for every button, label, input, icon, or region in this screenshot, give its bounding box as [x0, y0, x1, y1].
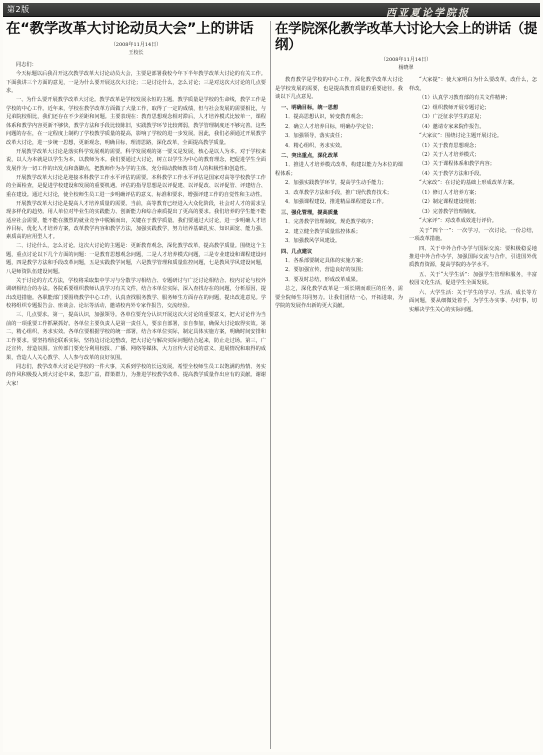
list-item: （1）关于教育思想观念； [419, 142, 480, 149]
right-article-date: （2008年11月14日） [380, 57, 432, 64]
paragraph: 六、大学生活：关于学生的学习、生活、成长等方面问题，要从细微处着手，为学生办实事、办好事，切实解决学生关心的实际问题。 [409, 289, 537, 313]
list-item: （2）组织教师开展专题讨论； [419, 104, 490, 111]
list-item: （2）制定课程建设规划； [419, 199, 480, 206]
paragraph: 关于“四个一”：一次学习，一次讨论，一份总结，一项改革措施。 [409, 227, 537, 243]
paragraph: 四、关于中外合作办学与国际交流：要积极稳妥地推进中外合作办学，加强国际交流与合作，引进国外优质教育资源，提高学院的办学水平。 [409, 245, 537, 269]
list-item: 4．精心组织，务求实效。 [285, 142, 346, 149]
paragraph: 开展教学改革大讨论是落实科学发展观的需要。科学发展观的第一要义是发展，核心是以人为本。对于学校来说，以人为本就是以学生为本，以教师为本。我们要通过大讨论，树立以学生为中心的教育理念，把促进学生全面发展作为一切工作的出发点和落脚点，把教师作为办学的主体，充分调动教师教书育人的积极性和创造性。 [6, 148, 266, 172]
left-article-body [6, 61, 266, 388]
list-item: （3）广泛征求学生的意见； [419, 114, 485, 121]
paragraph: 总之，深化教学改革是一项长期而艰巨的任务，需要全院师生共同努力。让我们团结一心，开拓进取，为学院的发展作出新的更大贡献。 [275, 286, 403, 310]
list-item: 1．推进人才培养模式改革，构建以能力为本位的课程体系； [275, 162, 403, 177]
right-article-subcolumn-a [275, 76, 403, 749]
paragraph: 五、关于“大学生活”：加强学生管理和服务，丰富校园文化生活，促进学生全面发展。 [409, 271, 537, 287]
newspaper-page [3, 3, 540, 752]
list-item: 1．各系部要制定具体的实施方案； [285, 257, 367, 264]
left-article-date: （2008年11月14日） [110, 42, 162, 49]
list-item: 1．完善教学管理制度，规范教学秩序； [285, 219, 377, 226]
right-article-author: 杨晓翠 [398, 65, 414, 72]
list-item: 2．建立健全教学质量监控体系； [285, 228, 361, 235]
list-item: 3．加强教风学风建设。 [285, 238, 341, 245]
paragraph: 教育教学是学校的中心工作。深化教学改革大讨论是学校发展的需要，也是提高教育质量的重要途径。我谈以下几点意见。 [275, 77, 403, 101]
list-item: 3．要及时总结，形成改革成果。 [285, 276, 361, 283]
paragraph: 一、为什么要开展教学改革大讨论。教学改革是学校发展永恒的主题。教学质量是学校的生命线，教学工作是学校的中心工作。近年来，学校在教学改革方面做了大量工作，取得了一定的成绩，但与社会发展的需要相比，与兄弟院校相比，我们还存在不少差距和问题。主要表现在：教育思想观念相对滞后，人才培养模式比较单一，课程体系和教学内容更新不够快，教学方法和手段比较陈旧，实践教学环节比较薄弱，教学管理制度还不够完善。这些问题的存在，在一定程度上制约了学校教学质量的提高，影响了学校的进一步发展。因此，我们必须通过开展教学改革大讨论，进一步统一思想，更新观念，明确目标，理清思路，深化改革，全面提高教学质量。 [6, 97, 266, 146]
paragraph: 开展教学改革大讨论是提高人才培养质量的需要。当前，高等教育已经进入大众化阶段，社会对人才的需求呈现多样化的趋势。用人单位对毕业生的实践能力、创新能力和综合素质提出了更高的要求。我们培养的学生能不能适应社会需要，能不能在激烈的就业竞争中脱颖而出，关键在于教学质量。我们要通过大讨论，进一步明确人才培养目标，优化人才培养方案，改革教学内容和教学方法，加强实践教学，努力培养基础扎实、知识面宽、能力强、素质高的应用型人才。 [6, 200, 266, 241]
paragraph: 三、几点要求。第一，提高认识，加强领导。各单位要充分认识开展这次大讨论的重要意义，把大讨论作为当前的一项重要工作抓紧抓好。各单位主要负责人是第一责任人，要亲自部署，亲自参加，确保大讨论取得实效。第二，精心组织，务求实效。各单位要根据学校的统一部署，结合本单位实际，制定具体实施方案，明确时间安排和工作要求。要坚持理论联系实际，坚持边讨论边整改，把大讨论与解决实际问题结合起来，防止走过场。第三，广泛宣传，营造氛围。宣传部门要充分利用校报、广播、网络等媒体，大力宣传大讨论的意义、进展情况和取得的成果，营造人人关心教学、人人参与改革的良好氛围。 [6, 312, 266, 361]
section-heading: 三、强化管理，提高质量 [281, 209, 339, 216]
paragraph: “大家议”：围绕讨论主题开展讨论。 [419, 133, 503, 140]
list-item: （3）关于课程体系和教学内容； [419, 161, 495, 168]
paragraph: “大家提”：使大家明白为什么要改革，改什么，怎样改。 [409, 77, 537, 92]
list-item: 1．提高思想认识，转变教育观念； [285, 114, 367, 121]
right-article-body [275, 76, 537, 749]
section-heading: 二、突出重点，深化改革 [281, 153, 339, 159]
list-item: （3）完善教学管理制度。 [419, 208, 480, 215]
paragraph: 同志们： [16, 62, 37, 69]
paragraph: 关于讨论的方式方法，学校将采取集中学习与分散学习相结合、专题研讨与广泛讨论相结合、校内讨论与校外调研相结合的办法。各院系要组织教师认真学习有关文件，结合本单位实际，深入查找存在的问题，分析原因，提出改进措施。各职能部门要围绕教学中心工作，认真查找服务教学、服务师生方面存在的问题，提出改进意见。学校将组织专题报告会、座谈会、论坛等活动，邀请校内外专家作报告，交流经验。 [6, 277, 266, 310]
paragraph: 同志们，教学改革大讨论是学校的一件大事，关系到学校的长远发展。希望全校师生员工以饱满的热情、务实的作风积极投入到大讨论中来，集思广益，群策群力，为推进学校教学改革、提高教学质量作出应有的贡献。谢谢大家！ [6, 363, 266, 387]
list-item: （1）认真学习教育部的有关文件精神； [419, 95, 511, 102]
list-item: 3．加强领导，落实责任； [285, 133, 346, 140]
list-item: 4．加强课程建设，推进精品课程建设工作。 [285, 199, 387, 206]
list-item: （4）关于教学方法和手段。 [419, 170, 485, 177]
list-item: 2．加强实践教学环节，提高学生动手能力； [285, 180, 387, 187]
list-item: 2．确立人才培养目标，明确办学定位； [285, 123, 377, 130]
list-item: （4）邀请专家来院作报告。 [419, 123, 485, 130]
list-item: 2．要加强宣传，营造良好的氛围； [285, 267, 367, 274]
paragraph: 二、讨论什么，怎么讨论。这次大讨论的主题是：更新教育观念，深化教学改革，提高教学质量。围绕这个主题，重点讨论以下几个方面的问题：一是教育思想观念问题，二是人才培养模式问题，三是专业建设和课程建设问题，四是教学方法和手段改革问题，五是实践教学问题，六是教学管理和质量监控问题，七是教风学风建设问题，八是师资队伍建设问题。 [6, 243, 266, 275]
paragraph: “大家评”：对改革成效进行评价。 [419, 218, 497, 225]
right-article-subcolumn-b [409, 76, 537, 749]
paragraph: “大家改”：在讨论的基础上形成改革方案。 [419, 180, 518, 187]
list-item: （1）修订人才培养方案； [419, 189, 480, 196]
left-article-author: 王校长 [128, 50, 144, 57]
paragraph: 今天标题以后我召开这次教学改革大讨论动员大会，主要是部署我校今年下半年教学改革大讨论的有关工作。下面我讲三个方面的意见，一是为什么要开展这次大讨论；二是讨论什么，怎么讨论；三是对这次大讨论的几点要求。 [6, 71, 266, 95]
column-divider [270, 21, 271, 749]
section-heading: 一、明确目标，统一思想 [281, 104, 339, 111]
left-article-title: 在“教学改革大讨论动员大会”上的讲话 [6, 21, 254, 37]
masthead-title: 西亚夏论学院报 [386, 8, 470, 19]
right-article [275, 21, 537, 749]
section-heading: 四、几点建议 [281, 248, 313, 255]
paragraph: 开展教学改革大讨论是迎接本科教学工作水平评估的需要。本科教学工作水平评估是国家对高等学校教学工作的全面检查，是促进学校建设和发展的重要机遇。评估的指导思想是以评促建、以评促改、以评促管、评建结合、重在建设。通过大讨论，使全校师生员工进一步明确评估的意义、标准和要求，增强评建工作的自觉性和主动性。 [6, 174, 266, 198]
right-article-title: 在学院深化教学改革大讨论大会上的讲话（提纲） [275, 21, 537, 54]
page-number: 第2版 [7, 5, 30, 14]
list-item: 3．改革教学方法和手段，推广现代教育技术； [285, 189, 393, 196]
header-bar [3, 3, 540, 17]
list-item: （2）关于人才培养模式； [419, 152, 480, 158]
left-article [6, 21, 266, 749]
